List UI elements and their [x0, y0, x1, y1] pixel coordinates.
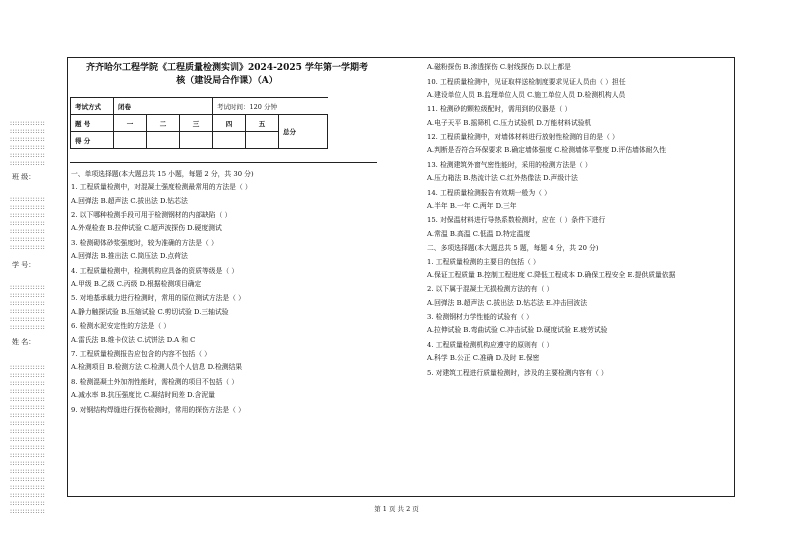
binding-dots: :::::::::::::: :::::::::::::: :::::::::::::: :::::::::::::: :::::::::::::: :::::::::::::: :::::::::::::: :::::::::::::: :::::::::::::: :::::::::::::: :::::::::::::: :::::::::::::: :::::::::::::: :::::::::::::: :::::::::::::: :::::::::::::: :::::::::::::: :::::::::::::: :::::::::::::: — [10, 364, 46, 515]
question-text: 6. 检测水泥安定性的方法是（ ） — [71, 322, 171, 331]
question-text: 10. 工程质量检测中，见证取样送检制度要求见证人员由（ ）担任 — [427, 77, 626, 86]
exam-method-label: 考试方式 — [71, 98, 114, 115]
question-text: 8. 检测混凝土外加剂性能时，需检测的项目不包括（ ） — [71, 377, 239, 386]
exam-method-value: 闭卷 — [114, 98, 213, 115]
question-options: A.压力箱法 B.热流计法 C.红外热像法 D.声级计法 — [427, 174, 578, 183]
question-text: 5. 对建筑工程进行质量检测时，涉及的主要检测内容有（ ） — [427, 368, 608, 377]
col-2: 二 — [147, 115, 180, 132]
question-options: A.减水率 B.抗压强度比 C.凝结时间差 D.含泥量 — [71, 391, 215, 400]
question-text: 14. 工程质量检测报告有效期一般为（ ） — [427, 188, 551, 197]
question-options: A.甲级 B.乙级 C.丙级 D.根据检测项目确定 — [71, 279, 202, 288]
question-text: 15. 对保温材料进行导热系数检测时，应在（ ）条件下进行 — [427, 216, 606, 225]
col-4: 四 — [213, 115, 246, 132]
section2-heading: 二、多项选择题(本大题总共 5 题，每题 4 分，共 20 分) — [427, 244, 599, 253]
col-3: 三 — [180, 115, 213, 132]
title-line-1: 齐齐哈尔工程学院《工程质量检测实训》2024-2025 学年第一学期考 — [86, 63, 368, 73]
section2-questions — [427, 258, 732, 378]
question-options: A.保证工程质量 B.控制工程进度 C.降低工程成本 D.确保工程安全 E.提供质量依据 — [427, 270, 676, 279]
right-column — [427, 63, 732, 382]
question-text: 13. 检测建筑外窗气密性能时，采用的检测方法是（ ） — [427, 160, 592, 169]
col-1: 一 — [114, 115, 147, 132]
question-text: 12. 工程质量检测中，对墙体材料进行放射性检测的目的是（ ） — [427, 133, 619, 142]
question-text: 2. 以下哪种检测手段可用于检测钢材的内部缺陷（ ） — [71, 211, 232, 220]
question-text: 2. 以下属于混凝土无损检测方法的有（ ） — [427, 285, 554, 294]
total-label: 总分 — [279, 115, 328, 149]
question-options: A.半年 B.一年 C.两年 D.三年 — [427, 201, 517, 210]
left-column — [71, 170, 381, 419]
question-options: A.静力触探试验 B.压缩试验 C.剪切试验 D.三轴试验 — [71, 307, 229, 316]
question-text: 4. 工程质量检测中，检测机构应具备的资质等级是（ ） — [71, 266, 239, 275]
section1-questions — [71, 183, 381, 414]
divider — [70, 162, 377, 163]
question-text: 3. 检测砌体砂浆强度时，较为准确的方法是（ ） — [71, 238, 218, 247]
question-text: 11. 检测砂的颗粒级配时，需用到的仪器是（ ） — [427, 105, 572, 114]
q9-options: A.磁粉探伤 B.渗透探伤 C.射线探伤 D.以上都是 — [427, 63, 571, 71]
title-line-2: 核（建设局合作课）（A） — [176, 76, 278, 86]
score-cell[interactable] — [180, 132, 213, 149]
question-text: 7. 工程质量检测报告应包含的内容不包括（ ） — [71, 350, 211, 359]
question-options: A.电子天平 B.摇筛机 C.压力试验机 D.万能材料试验机 — [427, 118, 592, 127]
class-label: 班 级： — [12, 173, 36, 181]
score-cell[interactable] — [246, 132, 279, 149]
binding-dots: :::::::::::::: :::::::::::::: :::::::::::::: :::::::::::::: :::::::::::::: :::::::::::::: :::::::::::::: — [10, 196, 46, 251]
question-options: A.外观检查 B.拉伸试验 C.超声波探伤 D.硬度测试 — [71, 224, 222, 233]
score-cell[interactable] — [213, 132, 246, 149]
score-table — [70, 97, 328, 149]
page-footer: 第 1 页 共 2 页 — [374, 505, 419, 513]
question-text: 1. 工程质量检测的主要目的包括（ ） — [427, 257, 540, 266]
question-text: 9. 对钢结构焊缝进行探伤检测时，常用的探伤方法是（ ） — [71, 405, 245, 414]
question-options: A.回弹法 B.超声法 C.拔出法 D.钻芯法 — [71, 196, 188, 205]
question-no-label: 题 号 — [71, 115, 114, 132]
question-options: A.回弹法 B.推出法 C.筒压法 D.点荷法 — [71, 252, 188, 261]
question-options: A.科学 B.公正 C.准确 D.及时 E.保密 — [427, 354, 540, 363]
question-text: 3. 检测钢材力学性能的试验有（ ） — [427, 313, 533, 322]
col-5: 五 — [246, 115, 279, 132]
score-label: 得 分 — [71, 132, 114, 149]
exam-title — [72, 62, 382, 88]
question-text: 4. 工程质量检测机构应遵守的原则有（ ） — [427, 340, 554, 349]
question-options: A.拉伸试验 B.弯曲试验 C.冲击试验 D.硬度试验 E.疲劳试验 — [427, 326, 608, 335]
question-options: A.判断是否符合环保要求 B.确定墙体强度 C.检测墙体平整度 D.评估墙体耐久性 — [427, 146, 667, 155]
question-options: A.建设单位人员 B.监理单位人员 C.施工单位人员 D.检测机构人员 — [427, 90, 626, 99]
question-text: 1. 工程质量检测中，对混凝土强度检测最常用的方法是（ ） — [71, 183, 252, 192]
question-options: A.雷氏法 B.维卡仪法 C.试饼法 D.A 和 C — [71, 335, 196, 344]
question-options: A.常温 B.高温 C.低温 D.特定温度 — [427, 229, 531, 238]
exam-time: 考试时间：120 分钟 — [213, 98, 328, 115]
score-cell[interactable] — [147, 132, 180, 149]
student-id-label: 学 号： — [12, 261, 36, 269]
question-text: 5. 对地基承载力进行检测时，常用的原位测试方法是（ ） — [71, 294, 245, 303]
binding-dots: :::::::::::::: :::::::::::::: :::::::::::::: :::::::::::::: :::::::::::::: :::::::::::::: — [10, 284, 46, 331]
question-options: A.回弹法 B.超声法 C.拔出法 D.钻芯法 E.冲击回波法 — [427, 298, 588, 307]
right-questions — [427, 78, 732, 239]
name-label: 姓 名： — [12, 338, 36, 346]
binding-dots: :::::::::::::: :::::::::::::: :::::::::::::: :::::::::::::: :::::::::::::: :::::::::::::: — [10, 120, 46, 167]
binding-margin — [0, 0, 64, 549]
score-cell[interactable] — [114, 132, 147, 149]
section1-heading: 一、单项选择题(本大题总共 15 小题，每题 2 分，共 30 分) — [71, 170, 254, 178]
question-options: A.检测项目 B.检测方法 C.检测人员个人信息 D.检测结果 — [71, 363, 243, 372]
